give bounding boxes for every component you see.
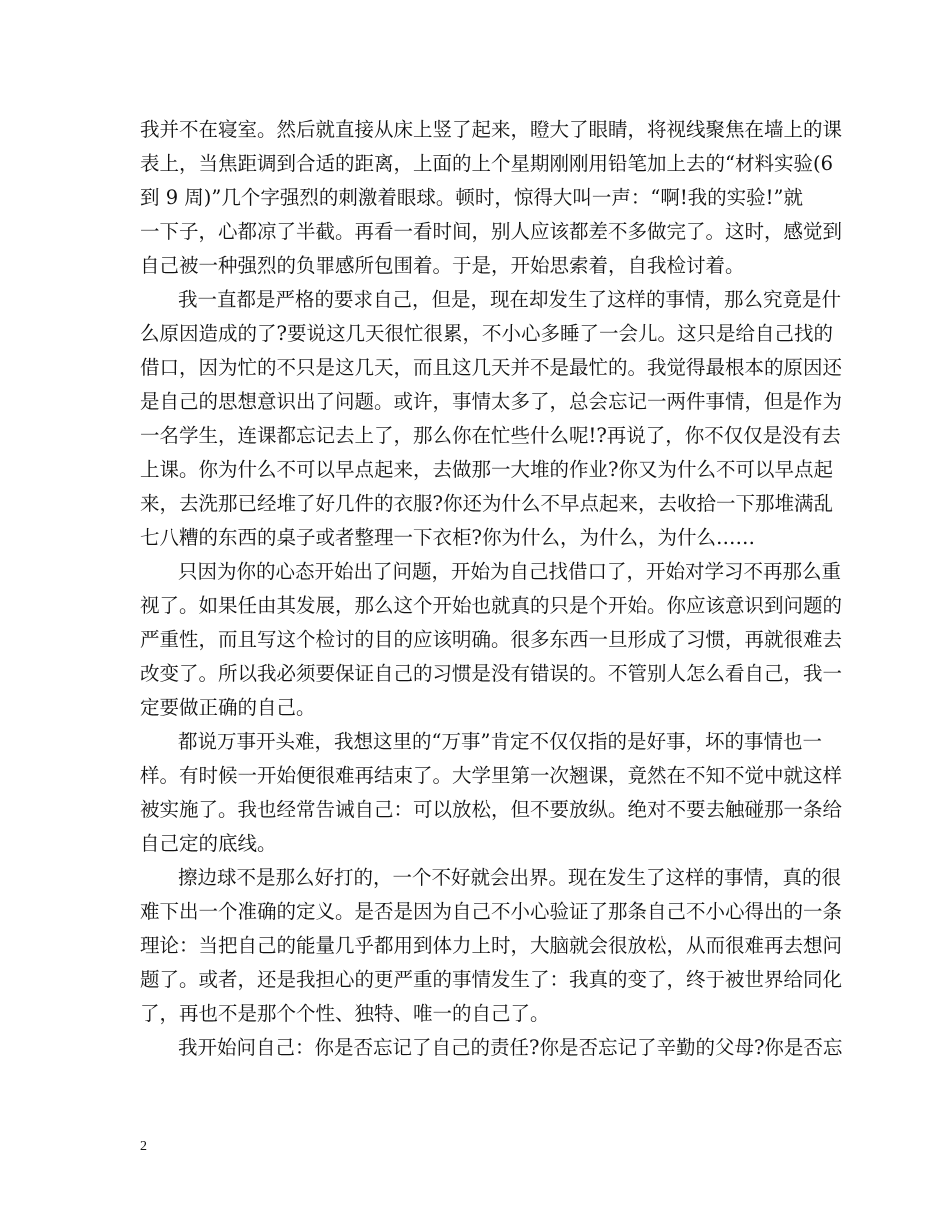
text-line: 七八糟的东西的桌子或者整理一下衣柜?你为什么，为什么，为什么…… xyxy=(140,526,755,549)
text-line: 样。有时候一开始便很难再结束了。大学里第一次翘课，竟然在不知不觉中就这样 xyxy=(140,764,843,787)
text-line: 上课。你为什么不可以早点起来，去做那一大堆的作业?你又为什么不可以早点起 xyxy=(140,458,833,481)
paragraph-start-line: 我一直都是严格的要求自己，但是，现在却发生了这样的事情，那么究竟是什 xyxy=(178,288,842,311)
paragraph-start-line: 只因为你的心态开始出了问题，开始为自己找借口了，开始对学习不再那么重 xyxy=(178,560,842,583)
text-line: 到 9 周)”几个字强烈的刺激着眼球。顿时，惊得大叫一声：“啊!我的实验!”就 xyxy=(140,186,803,209)
text-line: 么原因造成的了?要说这几天很忙很累，不小心多睡了一会儿。这只是给自己找的 xyxy=(140,322,833,345)
text-line: 题了。或者，还是我担心的更严重的事情发生了：我真的变了，终于被世界给同化 xyxy=(140,968,843,991)
text-line: 表上，当焦距调到合适的距离，上面的上个星期刚刚用铅笔加上去的“材料实验(6 xyxy=(140,152,833,175)
text-line: 来，去洗那已经堆了好几件的衣服?你还为什么不早点起来，去收拾一下那堆满乱 xyxy=(140,492,833,515)
text-line: 被实施了。我也经常告诫自己：可以放松，但不要放纵。绝对不要去触碰那一条给 xyxy=(140,798,843,821)
text-line: 借口，因为忙的不只是这几天，而且这几天并不是最忙的。我觉得最根本的原因还 xyxy=(140,356,843,379)
text-line: 是自己的思想意识出了问题。或许，事情太多了，总会忘记一两件事情，但是作为 xyxy=(140,390,843,413)
text-line: 定要做正确的自己。 xyxy=(140,696,316,719)
text-line: 一下子，心都凉了半截。再看一看时间，别人应该都差不多做完了。这时，感觉到 xyxy=(140,220,843,243)
text-line: 视了。如果任由其发展，那么这个开始也就真的只是个开始。你应该意识到问题的 xyxy=(140,594,843,617)
text-line: 理论：当把自己的能量几乎都用到体力上时，大脑就会很放松，从而很难再去想问 xyxy=(140,934,843,957)
text-line: 了，再也不是那个个性、独特、唯一的自己了。 xyxy=(140,1002,550,1025)
text-line: 自己定的底线。 xyxy=(140,832,277,855)
paragraph-start-line: 都说万事开头难，我想这里的“万事”肯定不仅仅指的是好事，坏的事情也一 xyxy=(178,730,822,753)
text-line: 难下出一个准确的定义。是否是因为自己不小心验证了那条自己不小心得出的一条 xyxy=(140,900,843,923)
text-line: 自己被一种强烈的负罪感所包围着。于是，开始思索着，自我检讨着。 xyxy=(140,254,745,277)
paragraph-start-line: 擦边球不是那么好打的，一个不好就会出界。现在发生了这样的事情，真的很 xyxy=(178,866,842,889)
text-line: 一名学生，连课都忘记去上了，那么你在忙些什么呢!?再说了，你不仅仅是没有去 xyxy=(140,424,841,447)
page-number: 2 xyxy=(140,1139,147,1154)
paragraph-start-line: 我开始问自己：你是否忘记了自己的责任?你是否忘记了辛勤的父母?你是否忘 xyxy=(178,1036,843,1059)
text-line: 严重性，而且写这个检讨的目的应该明确。很多东西一旦形成了习惯，再就很难去 xyxy=(140,628,843,651)
text-line: 改变了。所以我必须要保证自己的习惯是没有错误的。不管别人怎么看自己，我一 xyxy=(140,662,843,685)
text-line: 我并不在寝室。然后就直接从床上竖了起来，瞪大了眼睛，将视线聚焦在墙上的课 xyxy=(140,118,843,141)
